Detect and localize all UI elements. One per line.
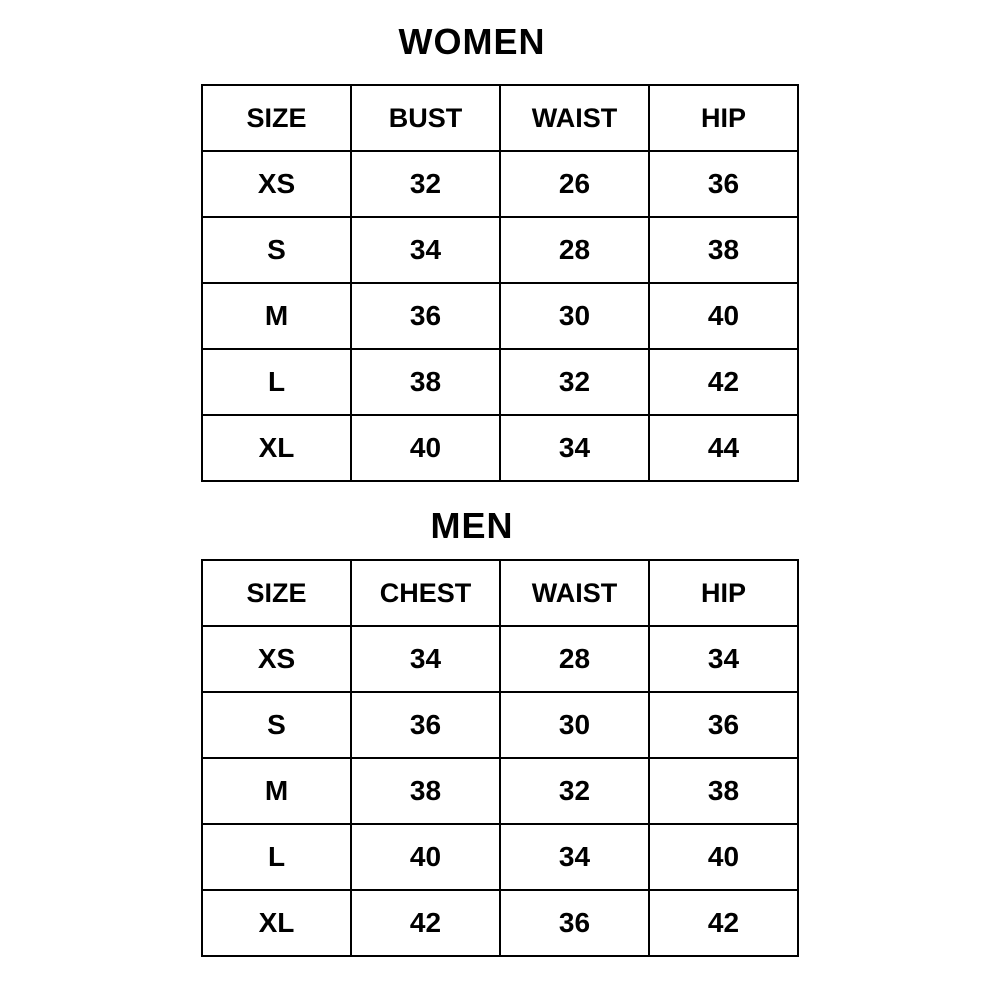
women-size-table [201, 84, 799, 482]
header-chest: CHEST [351, 560, 500, 626]
waist-cell: 26 [500, 151, 649, 217]
hip-cell: 40 [649, 824, 798, 890]
men-size-table [201, 559, 799, 957]
hip-cell: 40 [649, 283, 798, 349]
waist-cell: 28 [500, 626, 649, 692]
table-row [202, 283, 798, 349]
table-row [202, 758, 798, 824]
chest-cell: 34 [351, 626, 500, 692]
waist-cell: 30 [500, 692, 649, 758]
table-row [202, 692, 798, 758]
table-row [202, 151, 798, 217]
bust-cell: 36 [351, 283, 500, 349]
table-header-row [202, 85, 798, 151]
hip-cell: 38 [649, 217, 798, 283]
hip-cell: 42 [649, 349, 798, 415]
table-row [202, 824, 798, 890]
header-waist: WAIST [500, 85, 649, 151]
women-section-title: WOMEN [398, 21, 546, 62]
header-hip: HIP [649, 560, 798, 626]
chest-cell: 42 [351, 890, 500, 956]
hip-cell: 38 [649, 758, 798, 824]
size-cell: M [202, 283, 351, 349]
size-cell: XL [202, 890, 351, 956]
hip-cell: 34 [649, 626, 798, 692]
size-cell: L [202, 824, 351, 890]
hip-cell: 36 [649, 692, 798, 758]
table-row [202, 349, 798, 415]
hip-cell: 36 [649, 151, 798, 217]
header-hip: HIP [649, 85, 798, 151]
waist-cell: 34 [500, 824, 649, 890]
table-row [202, 890, 798, 956]
men-section-title: MEN [430, 505, 514, 546]
table-row [202, 415, 798, 481]
table-header-row [202, 560, 798, 626]
header-bust: BUST [351, 85, 500, 151]
header-waist: WAIST [500, 560, 649, 626]
chest-cell: 38 [351, 758, 500, 824]
chest-cell: 40 [351, 824, 500, 890]
size-cell: XL [202, 415, 351, 481]
waist-cell: 28 [500, 217, 649, 283]
waist-cell: 36 [500, 890, 649, 956]
header-size: SIZE [202, 85, 351, 151]
size-cell: M [202, 758, 351, 824]
size-cell: S [202, 692, 351, 758]
bust-cell: 34 [351, 217, 500, 283]
bust-cell: 38 [351, 349, 500, 415]
hip-cell: 44 [649, 415, 798, 481]
waist-cell: 34 [500, 415, 649, 481]
bust-cell: 32 [351, 151, 500, 217]
size-cell: S [202, 217, 351, 283]
waist-cell: 32 [500, 349, 649, 415]
waist-cell: 32 [500, 758, 649, 824]
waist-cell: 30 [500, 283, 649, 349]
chest-cell: 36 [351, 692, 500, 758]
size-cell: XS [202, 626, 351, 692]
header-size: SIZE [202, 560, 351, 626]
hip-cell: 42 [649, 890, 798, 956]
bust-cell: 40 [351, 415, 500, 481]
size-cell: XS [202, 151, 351, 217]
table-row [202, 626, 798, 692]
table-row [202, 217, 798, 283]
size-cell: L [202, 349, 351, 415]
